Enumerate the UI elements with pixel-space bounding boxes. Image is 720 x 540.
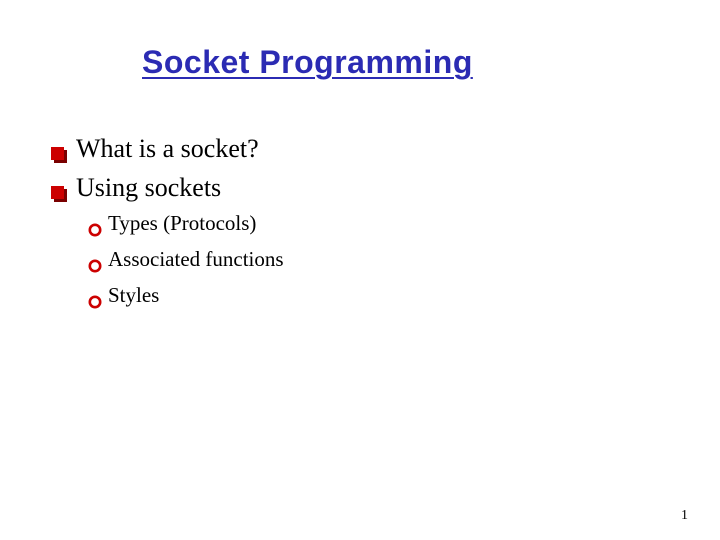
slide-title: Socket Programming [142, 44, 473, 80]
red-circle-bullet-icon [88, 252, 102, 266]
sub-bullet-item [88, 281, 159, 309]
sub-bullet-item [88, 245, 284, 273]
sub-bullet-text: Associated functions [108, 247, 284, 271]
page-number: 1 [681, 508, 688, 523]
sub-bullet-text: Styles [108, 283, 160, 307]
red-square-bullet-icon [50, 140, 68, 158]
bullet-item [50, 172, 221, 204]
bullet-text: What is a socket? [76, 134, 259, 163]
bullet-item [50, 133, 259, 165]
sub-bullet-item [88, 209, 256, 237]
red-circle-bullet-icon [88, 288, 102, 302]
red-square-bullet-icon [50, 179, 68, 197]
bullet-text: Using sockets [76, 173, 222, 202]
red-circle-bullet-icon [88, 216, 102, 230]
sub-bullet-text: Types (Protocols) [108, 211, 257, 235]
